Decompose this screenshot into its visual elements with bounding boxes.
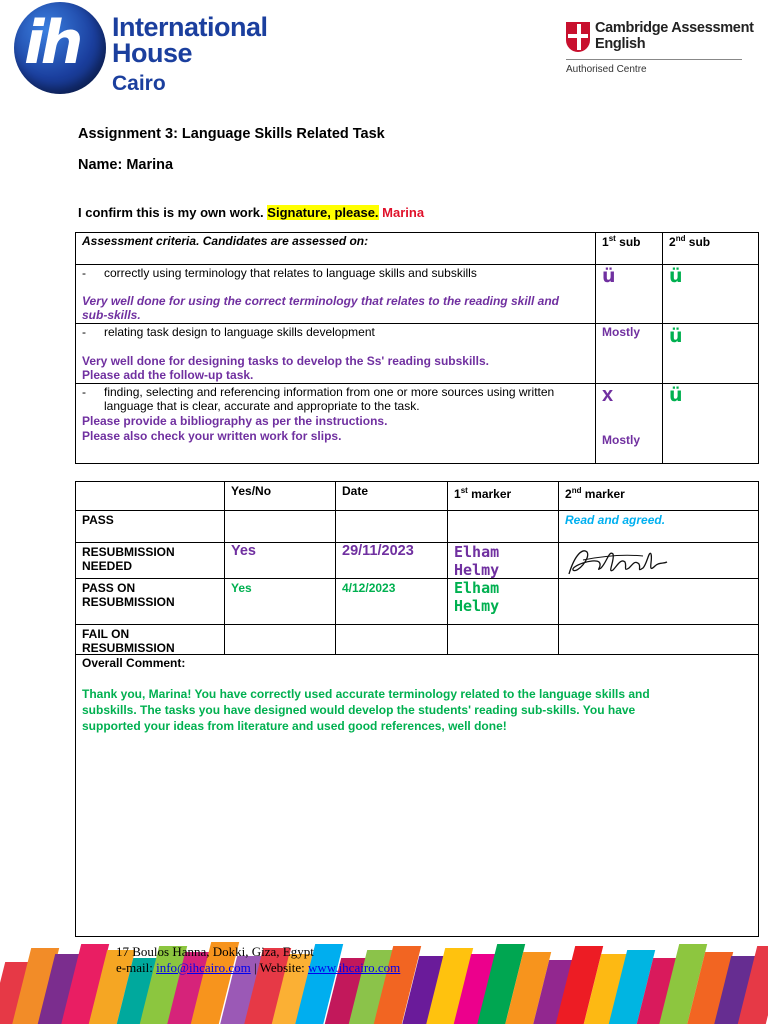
marker2-header: [558, 481, 759, 511]
bullet: -: [82, 325, 86, 339]
criteria-row-2: [75, 323, 596, 384]
cambridge-shield-icon: [566, 22, 590, 52]
pass-label-cell: [75, 510, 225, 543]
confirmation-line: [78, 205, 424, 220]
cambridge-line2: English: [595, 36, 646, 52]
criteria-row-1: [75, 264, 596, 324]
date-header: [335, 481, 448, 511]
ih-logo-title: [112, 14, 268, 66]
ih-logo-text: ih: [24, 8, 80, 78]
row3-sub2: [662, 383, 759, 464]
resub-marker1: [447, 542, 559, 579]
criteria-row-3: [75, 383, 596, 464]
fail-resub-date: [335, 624, 448, 655]
pass-label: PASS: [82, 513, 114, 527]
pass-marker1: [447, 510, 559, 543]
fail-resub-yesno: [224, 624, 336, 655]
signature-prompt: Signature, please.: [267, 205, 379, 220]
sub1-sup: st: [608, 234, 616, 243]
criteria-header: Assessment criteria. Candidates are assessed on:: [82, 234, 369, 248]
ih-logo-mark: [14, 2, 106, 94]
comment-line: Thank you, Marina! You have correctly used accurate terminology related to the language skills and: [82, 687, 650, 701]
criterion-text: language that is clear, accurate and appropriate to the task.: [104, 399, 420, 413]
marker1-header: [447, 481, 559, 511]
resub-label-cell: [75, 542, 225, 579]
feedback-line: Please also check your written work for slips.: [82, 429, 342, 443]
sub2-header-cell: [662, 232, 759, 265]
read-and-agreed: Read and agreed.: [565, 513, 666, 527]
m1-num: 1: [454, 487, 461, 501]
yesno-header: [224, 481, 336, 511]
resub-date: [335, 542, 448, 579]
m1-sup: st: [460, 486, 468, 495]
pass-yesno: [224, 510, 336, 543]
pass-resub-yesno: [224, 578, 336, 625]
pass-resub-date: [335, 578, 448, 625]
marker-name-line1: Elham: [454, 543, 500, 561]
row1-sub1: [595, 264, 663, 324]
pass-resub-line2: RESUBMISSION: [82, 595, 175, 609]
footer-address-block: [116, 944, 400, 976]
cambridge-line1: Cambridge Assessment: [595, 20, 754, 36]
sub2-label: sub: [685, 235, 711, 249]
pass-resub-yes: Yes: [231, 581, 252, 595]
authorised-centre: Authorised Centre: [566, 64, 647, 75]
row3-sub1: [595, 383, 663, 464]
ih-title-line2: House: [112, 38, 193, 68]
mostly-label: Mostly: [602, 325, 641, 339]
overall-comment-text: [82, 686, 752, 734]
pass-marker2: [558, 510, 759, 543]
ih-logo-city: Cairo: [112, 72, 166, 95]
pass-resub-marker2: [558, 578, 759, 625]
criterion-text: finding, selecting and referencing information from one or more sources using written: [104, 385, 555, 399]
resub-yesno: [224, 542, 336, 579]
fail-resub-marker2: [558, 624, 759, 655]
overall-comment-label: Overall Comment:: [82, 656, 186, 670]
comment-line: supported your ideas from literature and used good references, well done!: [82, 719, 507, 733]
criterion-text: correctly using terminology that relates to language skills and subskills: [104, 266, 477, 280]
fail-resub-line2: RESUBMISSION: [82, 641, 175, 655]
candidate-name: Name: Marina: [78, 157, 174, 173]
ih-title-line1: International: [112, 12, 268, 42]
row2-sub1: [595, 323, 663, 384]
fail-resub-line1: FAIL ON: [82, 627, 130, 641]
comment-line: subskills. The tasks you have designed would develop the students' reading sub-skills. You have: [82, 703, 636, 717]
footer-address: 17 Boulos Hanna, Dokki, Giza, Egypt: [116, 944, 314, 959]
assignment-title: Assignment 3: Language Skills Related Task: [78, 126, 385, 142]
feedback-line: Very well done for designing tasks to develop the Ss' reading subskills.: [82, 354, 489, 368]
result-header-blank: [75, 481, 225, 511]
row2-sub2: [662, 323, 759, 384]
m1-label: marker: [467, 487, 512, 501]
criteria-header-cell: [75, 232, 596, 265]
feedback-line: sub-skills.: [82, 308, 141, 322]
resub-date-text: 29/11/2023: [342, 543, 414, 559]
sub1-label: sub: [615, 235, 641, 249]
yesno-header-text: Yes/No: [231, 484, 272, 498]
tick-icon: ü: [669, 265, 683, 287]
marker-name-line1: Elham: [454, 579, 500, 597]
sub2-sup: nd: [675, 234, 686, 243]
handwritten-signature-icon: [563, 544, 673, 578]
pass-resub-line1: PASS ON: [82, 581, 136, 595]
pass-date: [335, 510, 448, 543]
website-label: | Website:: [250, 960, 308, 975]
cross-icon: x: [602, 384, 614, 406]
criterion-text: relating task design to language skills development: [104, 325, 375, 339]
confirm-text: I confirm this is my own work.: [78, 205, 264, 220]
m2-label: marker: [581, 487, 625, 501]
sub1-num: 1: [602, 235, 609, 249]
mostly-label: Mostly: [602, 433, 641, 447]
resub-marker2: [558, 542, 759, 579]
footer-contact: [116, 960, 400, 976]
website-link[interactable]: www.ihcairo.com: [308, 960, 401, 975]
resub-label-line2: NEEDED: [82, 559, 133, 573]
m2-sup: nd: [571, 486, 582, 495]
tick-icon: ü: [669, 325, 683, 347]
tick-icon: ü: [602, 265, 616, 287]
marker-name-line2: Helmy: [454, 597, 500, 615]
tick-icon: ü: [669, 384, 683, 406]
date-header-text: Date: [342, 484, 369, 498]
bullet: -: [82, 266, 86, 280]
email-link[interactable]: info@ihcairo.com: [156, 960, 251, 975]
fail-resub-label-cell: [75, 624, 225, 655]
bullet: -: [82, 385, 86, 399]
sub1-header-cell: [595, 232, 663, 265]
email-label: e-mail:: [116, 960, 157, 975]
pass-resub-label-cell: [75, 578, 225, 625]
fail-resub-marker1: [447, 624, 559, 655]
feedback-line: Please provide a bibliography as per the instructions.: [82, 414, 388, 428]
m2-num: 2: [565, 487, 572, 501]
candidate-signature: Marina: [382, 205, 425, 220]
pass-resub-marker1: [447, 578, 559, 625]
resub-yes: Yes: [231, 543, 256, 559]
feedback-line: Very well done for using the correct terminology that relates to the reading skill and: [82, 294, 559, 308]
pass-resub-date-text: 4/12/2023: [342, 581, 396, 595]
marker-name-line2: Helmy: [454, 561, 500, 579]
row1-sub2: [662, 264, 759, 324]
cambridge-logo-text: [595, 20, 754, 52]
sub2-num: 2: [669, 235, 676, 249]
overall-comment-box: [75, 654, 759, 937]
resub-label-line1: RESUBMISSION: [82, 545, 175, 559]
cambridge-divider: [566, 59, 742, 60]
feedback-line: Please add the follow-up task.: [82, 368, 254, 382]
